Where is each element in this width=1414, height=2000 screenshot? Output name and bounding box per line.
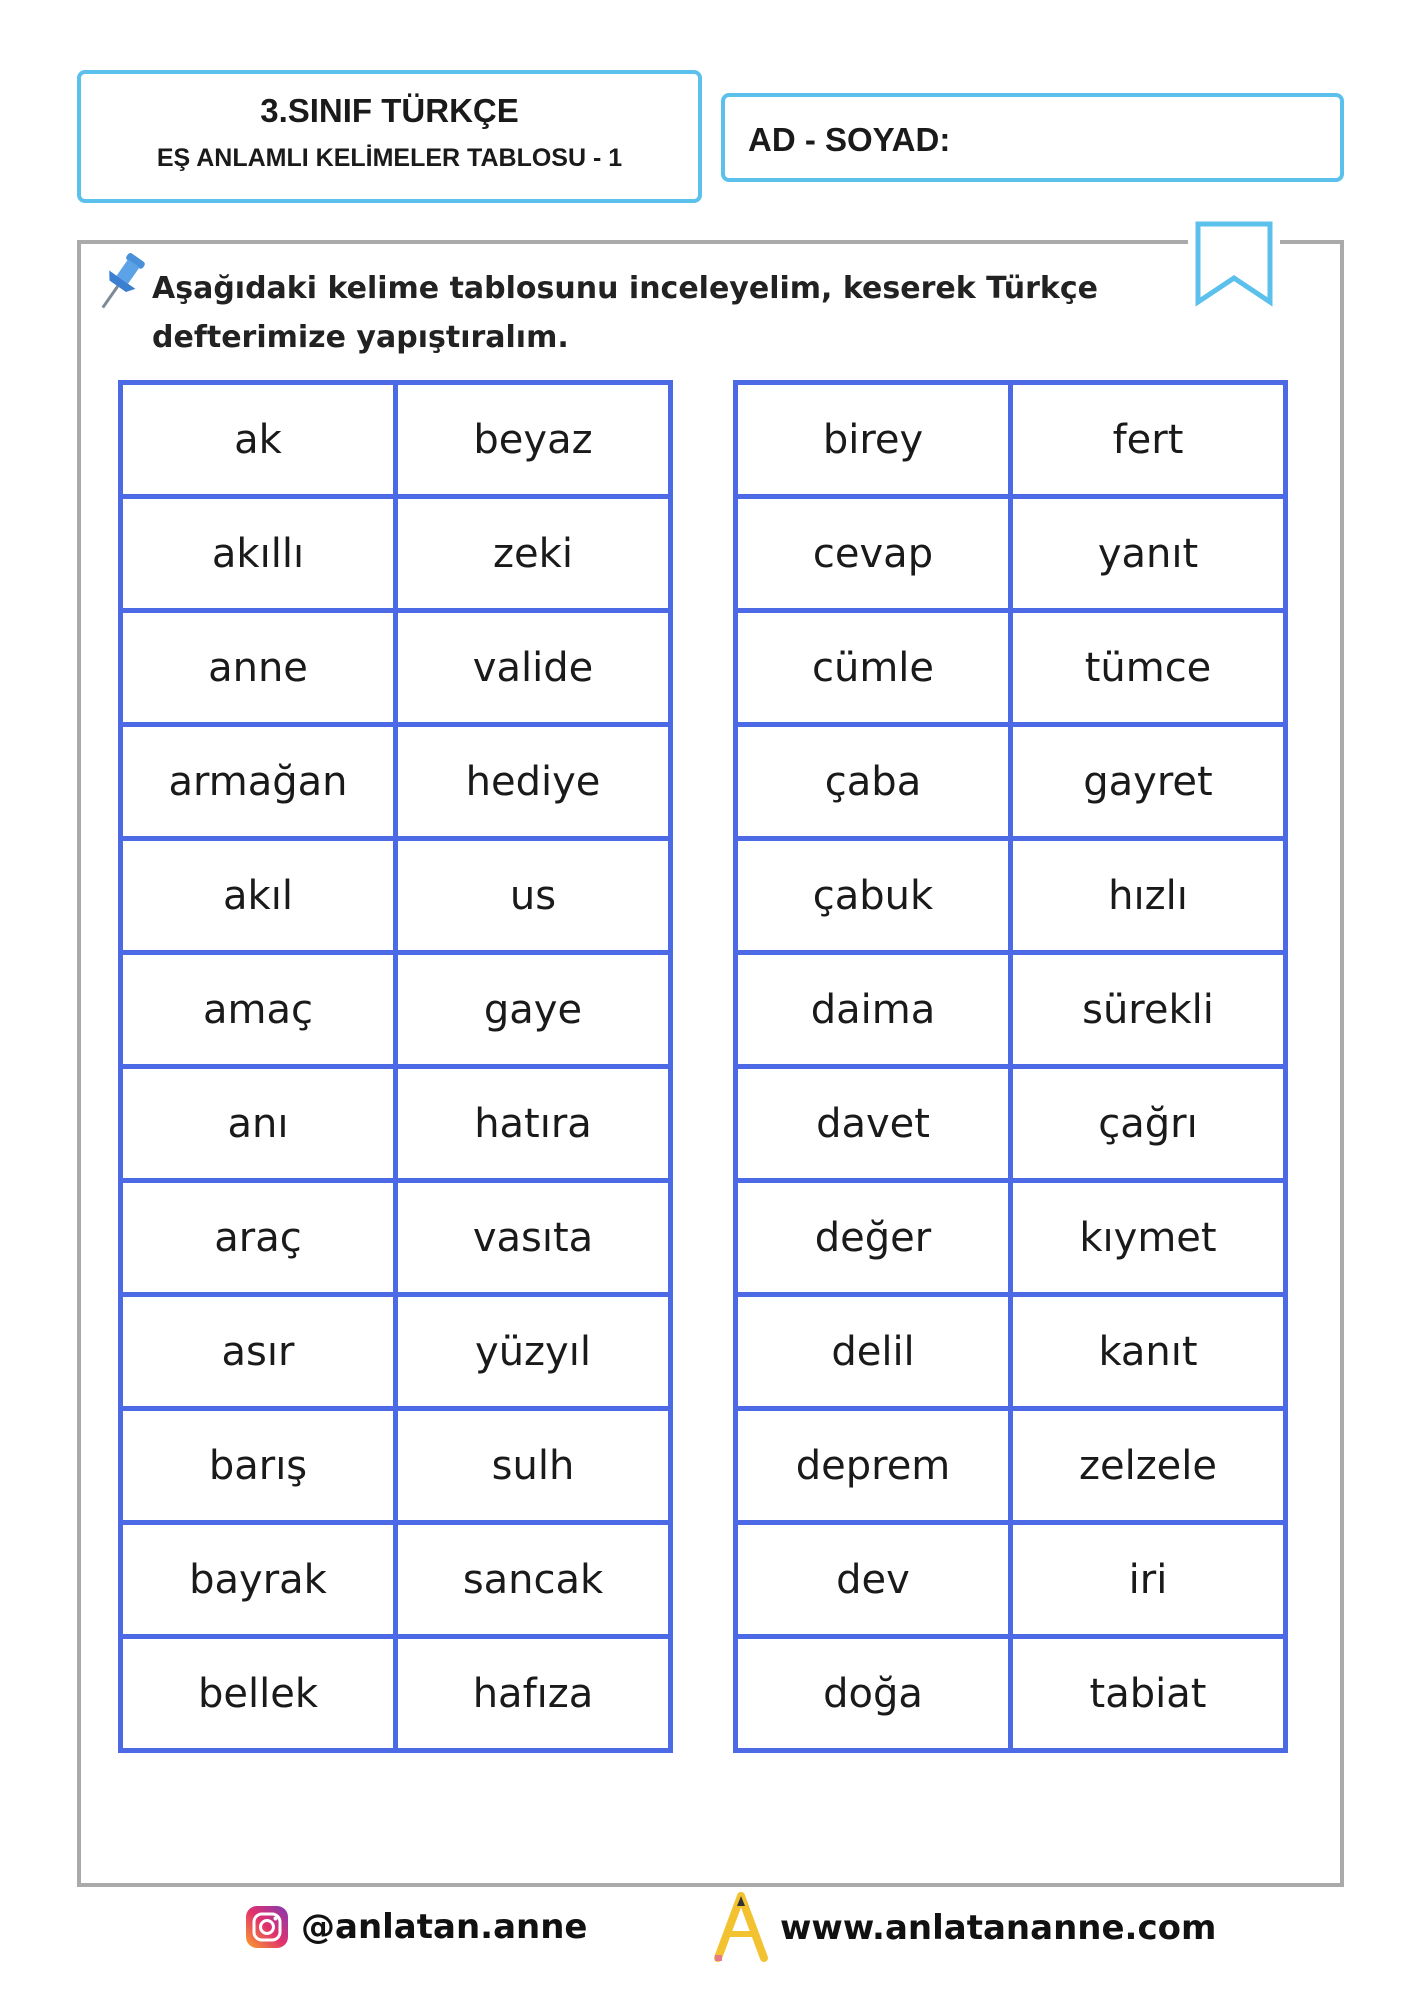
table-row <box>121 1409 671 1523</box>
website-link[interactable] <box>712 1892 1216 1964</box>
table-row <box>121 1181 671 1295</box>
table-row <box>736 1295 1286 1409</box>
name-field-box[interactable] <box>721 93 1344 182</box>
word-cell: çaba <box>736 725 1011 839</box>
word-cell: araç <box>121 1181 396 1295</box>
synonym-cell: tabiat <box>1011 1637 1286 1751</box>
table-row <box>736 1523 1286 1637</box>
synonym-cell: gaye <box>396 953 671 1067</box>
word-cell: akıllı <box>121 497 396 611</box>
synonym-table-left <box>118 380 673 1753</box>
synonym-cell: us <box>396 839 671 953</box>
pushpin-icon <box>92 248 148 322</box>
table-row <box>736 953 1286 1067</box>
table-row <box>121 1523 671 1637</box>
table-row <box>121 383 671 497</box>
word-cell: anne <box>121 611 396 725</box>
word-cell: dev <box>736 1523 1011 1637</box>
word-cell: değer <box>736 1181 1011 1295</box>
synonym-cell: iri <box>1011 1523 1286 1637</box>
synonym-cell: vasıta <box>396 1181 671 1295</box>
synonym-cell: valide <box>396 611 671 725</box>
table-row <box>121 611 671 725</box>
word-cell: delil <box>736 1295 1011 1409</box>
word-cell: ak <box>121 383 396 497</box>
pencil-a-logo-icon <box>712 1892 770 1964</box>
synonym-cell: beyaz <box>396 383 671 497</box>
table-row <box>121 725 671 839</box>
synonym-cell: fert <box>1011 383 1286 497</box>
synonym-table-right <box>733 380 1288 1753</box>
synonym-cell: çağrı <box>1011 1067 1286 1181</box>
synonym-cell: hatıra <box>396 1067 671 1181</box>
website-text: www.anlatananne.com <box>780 1908 1217 1948</box>
instagram-handle-text: @anlatan.anne <box>301 1907 588 1947</box>
word-cell: armağan <box>121 725 396 839</box>
word-cell: barış <box>121 1409 396 1523</box>
synonym-cell: yanıt <box>1011 497 1286 611</box>
synonym-cell: sürekli <box>1011 953 1286 1067</box>
table-row <box>736 383 1286 497</box>
word-cell: deprem <box>736 1409 1011 1523</box>
table-row <box>736 497 1286 611</box>
synonym-cell: sulh <box>396 1409 671 1523</box>
page-subtitle: EŞ ANLAMLI KELİMELER TABLOSU - 1 <box>156 144 623 172</box>
table-row <box>736 1181 1286 1295</box>
table-row <box>121 953 671 1067</box>
word-cell: cümle <box>736 611 1011 725</box>
word-cell: daima <box>736 953 1011 1067</box>
word-cell: bayrak <box>121 1523 396 1637</box>
synonym-cell: kanıt <box>1011 1295 1286 1409</box>
page-title: 3.SINIF TÜRKÇE <box>260 92 519 129</box>
word-cell: birey <box>736 383 1011 497</box>
word-cell: çabuk <box>736 839 1011 953</box>
synonym-cell: tümce <box>1011 611 1286 725</box>
instruction-text: Aşağıdaki kelime tablosunu inceleyelim, keserek Türkçe defterimize yapıştıralım. <box>152 271 1098 355</box>
word-cell: anı <box>121 1067 396 1181</box>
table-row <box>736 611 1286 725</box>
word-cell: amaç <box>121 953 396 1067</box>
synonym-cell: hafıza <box>396 1637 671 1751</box>
synonym-cell: hediye <box>396 725 671 839</box>
instagram-handle[interactable] <box>245 1905 587 1949</box>
table-row <box>736 839 1286 953</box>
synonym-cell: sancak <box>396 1523 671 1637</box>
synonym-cell: zeki <box>396 497 671 611</box>
word-cell: davet <box>736 1067 1011 1181</box>
title-box <box>77 70 702 203</box>
synonym-cell: gayret <box>1011 725 1286 839</box>
table-row <box>121 1295 671 1409</box>
word-cell: doğa <box>736 1637 1011 1751</box>
table-row <box>736 1067 1286 1181</box>
table-row <box>736 725 1286 839</box>
synonym-cell: kıymet <box>1011 1181 1286 1295</box>
table-row <box>121 1067 671 1181</box>
synonym-cell: zelzele <box>1011 1409 1286 1523</box>
word-cell: akıl <box>121 839 396 953</box>
table-row <box>121 1637 671 1751</box>
synonym-cell: hızlı <box>1011 839 1286 953</box>
bookmark-icon <box>1188 212 1280 312</box>
table-row <box>121 497 671 611</box>
instagram-icon <box>245 1905 289 1949</box>
table-row <box>736 1409 1286 1523</box>
table-row <box>736 1637 1286 1751</box>
synonym-cell: yüzyıl <box>396 1295 671 1409</box>
word-cell: asır <box>121 1295 396 1409</box>
name-field-label: AD - SOYAD: <box>748 121 951 158</box>
word-cell: bellek <box>121 1637 396 1751</box>
table-row <box>121 839 671 953</box>
word-cell: cevap <box>736 497 1011 611</box>
